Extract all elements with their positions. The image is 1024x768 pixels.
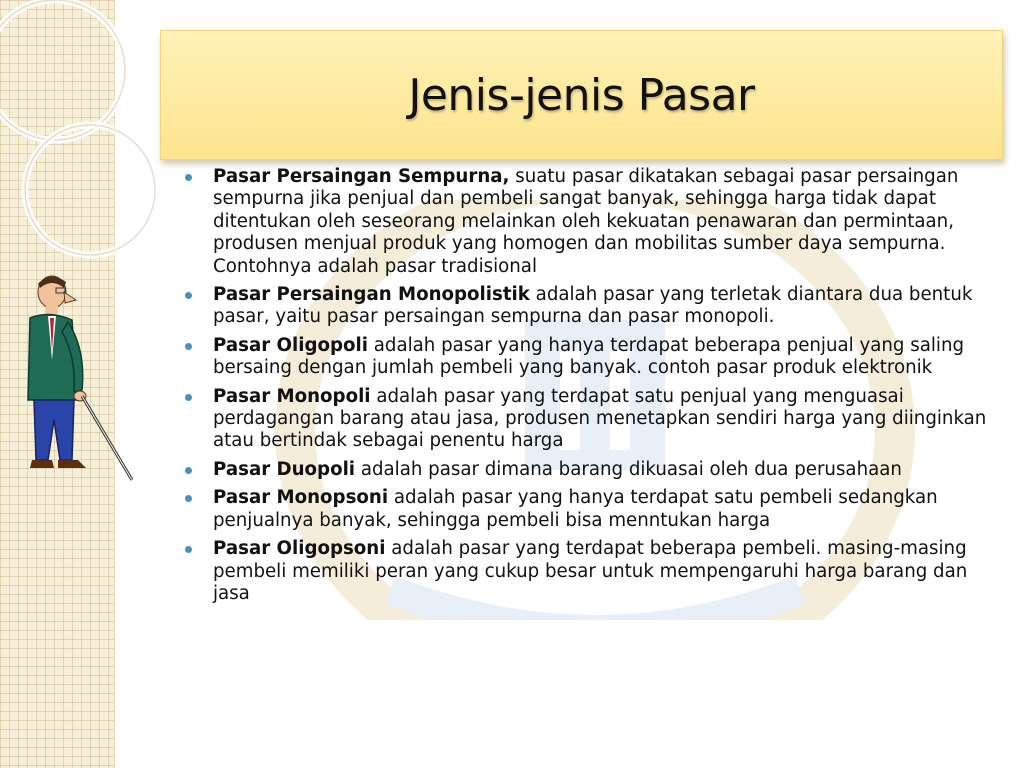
title-banner <box>160 30 1003 160</box>
item-text: adalah pasar yang terdapat satu penjual yang menguasai perdagangan barang atau jasa, produsen menetapkan sendiri harga yang diinginkan atau bertindak sebagai penentu harga <box>213 385 987 452</box>
item-term: Pasar Oligopoli <box>213 334 368 356</box>
list-item <box>183 538 993 605</box>
item-text: adalah pasar yang hanya terdapat beberapa penjual yang saling bersaing dengan jumlah pembeli yang banyak. contoh pasar produk elektronik <box>213 334 965 379</box>
bullet-icon <box>185 394 192 401</box>
item-term: Pasar Persaingan Monopolistik <box>213 284 530 306</box>
list-item <box>183 459 993 481</box>
market-types-list <box>183 166 993 605</box>
bullet-icon <box>185 292 192 299</box>
item-text: adalah pasar yang terletak diantara dua bentuk pasar, yaitu pasar persaingan sempurna dan pasar monopoli. <box>213 284 973 328</box>
bullet-icon <box>185 546 192 553</box>
item-term: Pasar Duopoli <box>213 458 356 480</box>
item-term: Pasar Monopsoni <box>213 487 389 509</box>
bullet-icon <box>185 467 192 474</box>
list-item <box>183 487 993 532</box>
list-item <box>183 335 993 380</box>
item-text: adalah pasar yang hanya terdapat satu pembeli sedangkan penjualnya banyak, sehingga pembeli bisa menntukan harga <box>213 487 938 531</box>
list-item <box>183 284 993 329</box>
businessman-with-cane-illustration <box>20 270 140 485</box>
bullet-icon <box>185 343 192 350</box>
item-text: suatu pasar dikatakan sebagai pasar persaingan sempurna jika penjual dan pembeli sangat banyak, sehingga harga tidak dapat ditentukan oleh seseorang melainkan oleh kekuatan penawaran dan permintaan, produsen menjual produk yang homogen dan mobilitas sumber daya sempurna. Contohnya adalah pasar tradisional <box>213 166 959 277</box>
list-item <box>183 166 993 278</box>
bullet-content <box>183 166 993 611</box>
list-item <box>183 386 993 453</box>
item-text: adalah pasar dimana barang dikuasai oleh dua perusahaan <box>360 458 902 480</box>
decorative-rings <box>0 0 170 300</box>
item-term: Pasar Oligopsoni <box>213 538 386 560</box>
bullet-icon <box>185 495 192 502</box>
item-text: adalah pasar yang terdapat beberapa pembeli. masing-masing pembeli memiliki peran yang cukup besar untuk mempengaruhi harga barang dan jasa <box>213 538 968 604</box>
slide-title: Jenis-jenis Pasar <box>408 69 755 121</box>
item-term: Pasar Monopoli <box>213 385 371 407</box>
item-term: Pasar Persaingan Sempurna, <box>213 166 510 187</box>
bullet-icon <box>185 174 192 181</box>
